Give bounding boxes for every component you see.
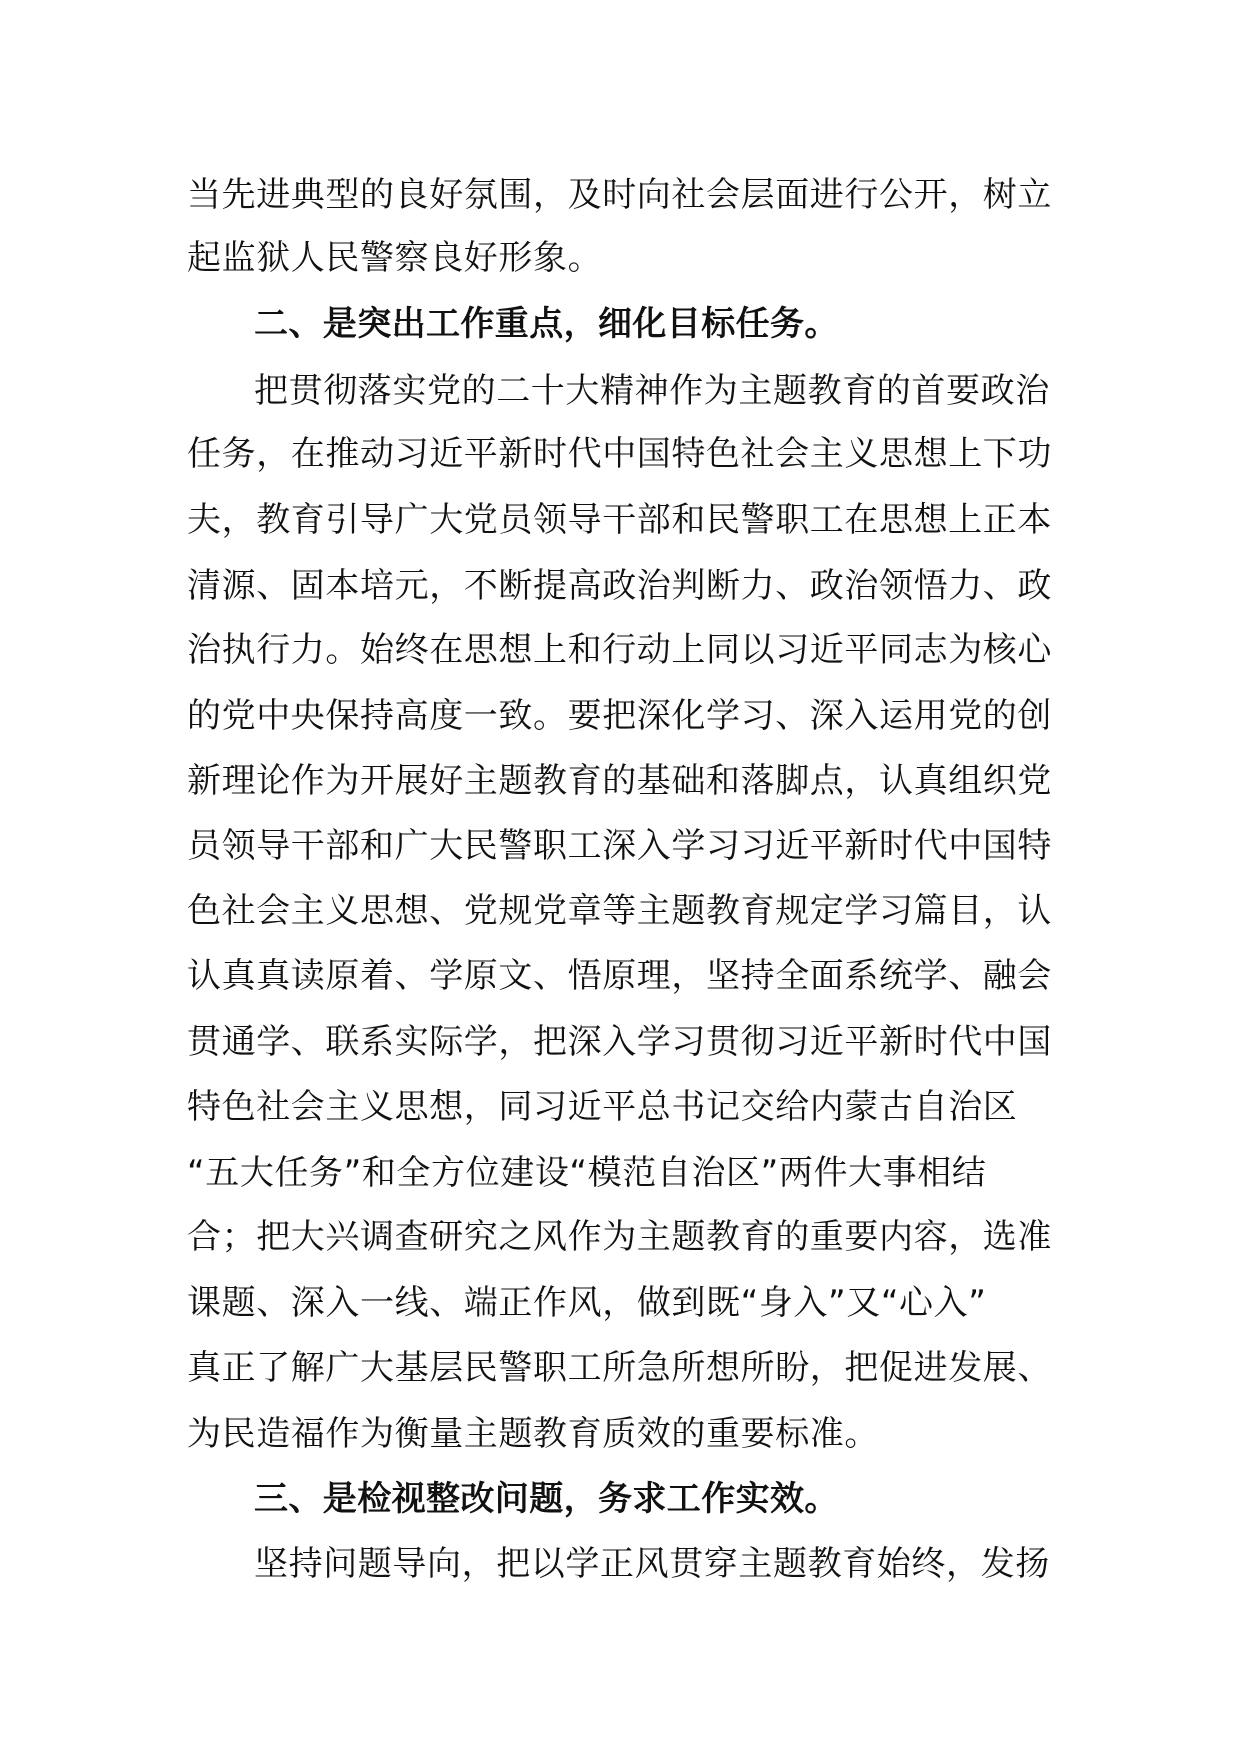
paragraph-line: 治执行力。始终在思想上和行动上同以习近平同志为核心: [187, 630, 1052, 670]
paragraph-line: 真正了解广大基层民警职工所急所想所盼，把促进发展、: [187, 1348, 1052, 1388]
paragraph-line: 清源、固本培元，不断提高政治判断力、政治领悟力、政: [187, 566, 1052, 606]
paragraph-line: 当先进典型的良好氛围，及时向社会层面进行公开，树立: [187, 175, 1052, 215]
paragraph-line: 的党中央保持高度一致。要把深化学习、深入运用党的创: [187, 696, 1052, 736]
paragraph-line: 坚持问题导向，把以学正风贯穿主题教育始终，发扬: [254, 1544, 1050, 1584]
paragraph-line: 贯通学、联系实际学，把深入学习贯彻习近平新时代中国: [187, 1022, 1052, 1062]
paragraph-line: “五大任务”和全方位建设“模范自治区”两件大事相结: [187, 1153, 987, 1193]
paragraph-line: 起监狱人民警察良好形象。: [187, 238, 603, 278]
paragraph-line: 认真真读原着、学原文、悟原理，坚持全面系统学、融会: [187, 956, 1052, 996]
section-heading-2: 二、是突出工作重点，细化目标任务。: [254, 304, 839, 344]
paragraph-line: 合；把大兴调查研究之风作为主题教育的重要内容，选准: [187, 1217, 1052, 1257]
paragraph-line: 员领导干部和广大民警职工深入学习习近平新时代中国特: [187, 826, 1052, 866]
paragraph-line: 为民造福作为衡量主题教育质效的重要标准。: [187, 1414, 879, 1454]
paragraph-line: 色社会主义思想、党规党章等主题教育规定学习篇目，认: [187, 891, 1052, 931]
paragraph-line: 任务，在推动习近平新时代中国特色社会主义思想上下功: [187, 434, 1052, 474]
paragraph-line: 夫，教育引导广大党员领导干部和民警职工在思想上正本: [187, 500, 1052, 540]
paragraph-line: 新理论作为开展好主题教育的基础和落脚点，认真组织党: [187, 761, 1052, 801]
paragraph-line: 课题、深入一线、端正作风，做到既“身入”又“心入”: [187, 1283, 987, 1323]
paragraph-line: 把贯彻落实党的二十大精神作为主题教育的首要政治: [254, 371, 1050, 411]
paragraph-line: 特色社会主义思想，同习近平总书记交给内蒙古自治区: [187, 1087, 1018, 1127]
section-heading-3: 三、是检视整改问题，务求工作实效。: [254, 1479, 839, 1519]
